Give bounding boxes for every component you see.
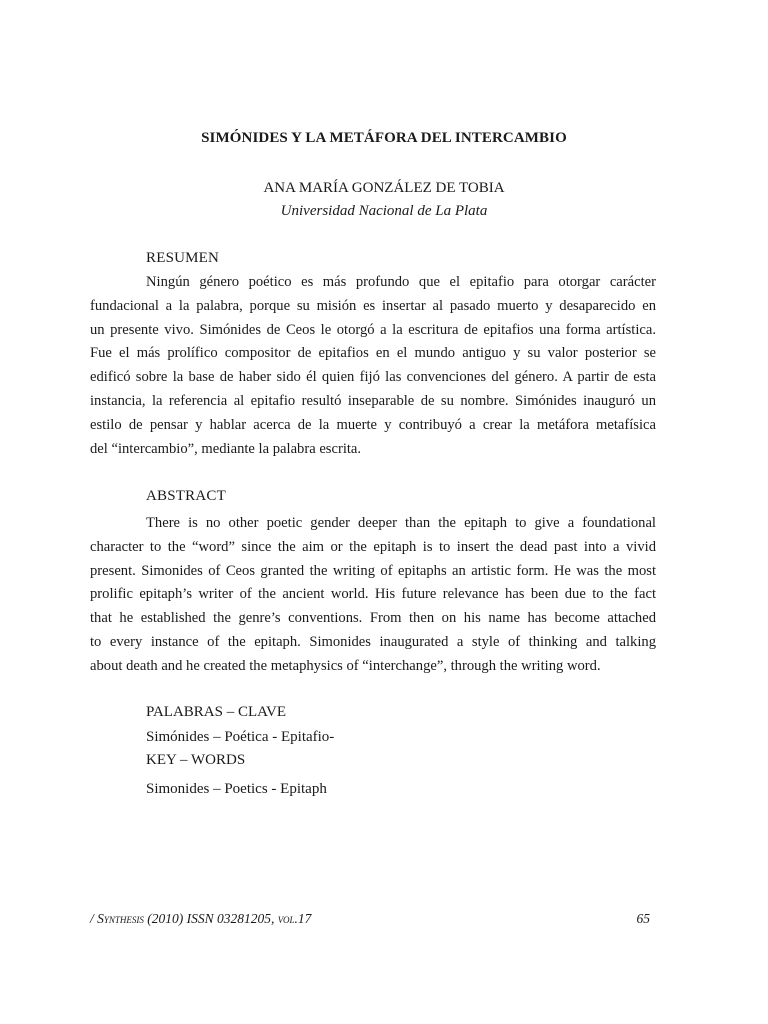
resumen-line: estilo de pensar y hablar acerca de la muerte y contribuyó a crear la metáfora metafísica (90, 416, 656, 433)
abstract-line: character to the “word” since the aim or the epitaph is to insert the dead past into a vivid (90, 538, 656, 555)
resumen-heading: RESUMEN (146, 250, 220, 266)
key-words-heading: KEY – WORDS (146, 752, 246, 768)
abstract-paragraph (90, 512, 656, 679)
page-number: 65 (636, 911, 650, 926)
resumen-line: Ningún género poético es más profundo que el epitafio para otorgar carácter (146, 274, 656, 290)
abstract-line: to every instance of the epitaph. Simonides inaugurated a style of thinking and talking (90, 633, 656, 650)
key-words-terms: Simonides – Poetics - Epitaph (146, 781, 327, 797)
abstract-line: prolific epitaph’s writer of the ancient world. His future relevance has been due to the fact (90, 586, 656, 603)
palabras-clave-terms: Simónides – Poética - Epitafio- (146, 729, 335, 745)
resumen-line: Fue el más prolífico compositor de epitafios en el mundo antiguo y su valor posterior se (90, 345, 656, 362)
abstract-line: that he established the genre’s conventions. From then on his name has become attached (90, 610, 656, 627)
abstract-heading: ABSTRACT (146, 488, 226, 504)
journal-issue: (2010) ISSN 03281205, (143, 911, 278, 926)
journal-name: Synthesis (97, 911, 144, 926)
resumen-line: instancia, la referencia al epitafio resultó inseparable de su nombre. Simónides inauguró un (90, 392, 656, 409)
footer-slash: / (90, 911, 94, 926)
resumen-line: del “intercambio”, mediante la palabra escrita. (90, 440, 362, 457)
resumen-line: fundacional a la palabra, porque su misión es insertar al pasado muerto y desaparecido en (90, 297, 656, 314)
author-affiliation: Universidad Nacional de La Plata (280, 203, 488, 219)
resumen-paragraph (90, 271, 656, 461)
resumen-line: un presente vivo. Simónides de Ceos le otorgó a la escritura de epitafios una forma artística. (90, 321, 656, 338)
palabras-clave-heading: PALABRAS – CLAVE (146, 704, 287, 720)
resumen-line: edificó sobre la base de haber sido él quien fijó las convenciones del género. A partir de esta (90, 369, 656, 386)
author-name: ANA MARÍA GONZÁLEZ DE TOBIA (263, 180, 505, 196)
volume-number: .17 (294, 911, 312, 926)
abstract-line: about death and he created the metaphysics of “interchange”, through the writing word. (90, 657, 601, 674)
volume-label: vol (277, 911, 295, 926)
abstract-line: present. Simonides of Ceos granted the writing of epitaphs an artistic form. He was the most (90, 562, 656, 579)
article-title: SIMÓNIDES Y LA METÁFORA DEL INTERCAMBIO (201, 130, 567, 146)
journal-citation (90, 911, 311, 927)
abstract-line: There is no other poetic gender deeper than the epitaph to give a foundational (146, 515, 656, 531)
